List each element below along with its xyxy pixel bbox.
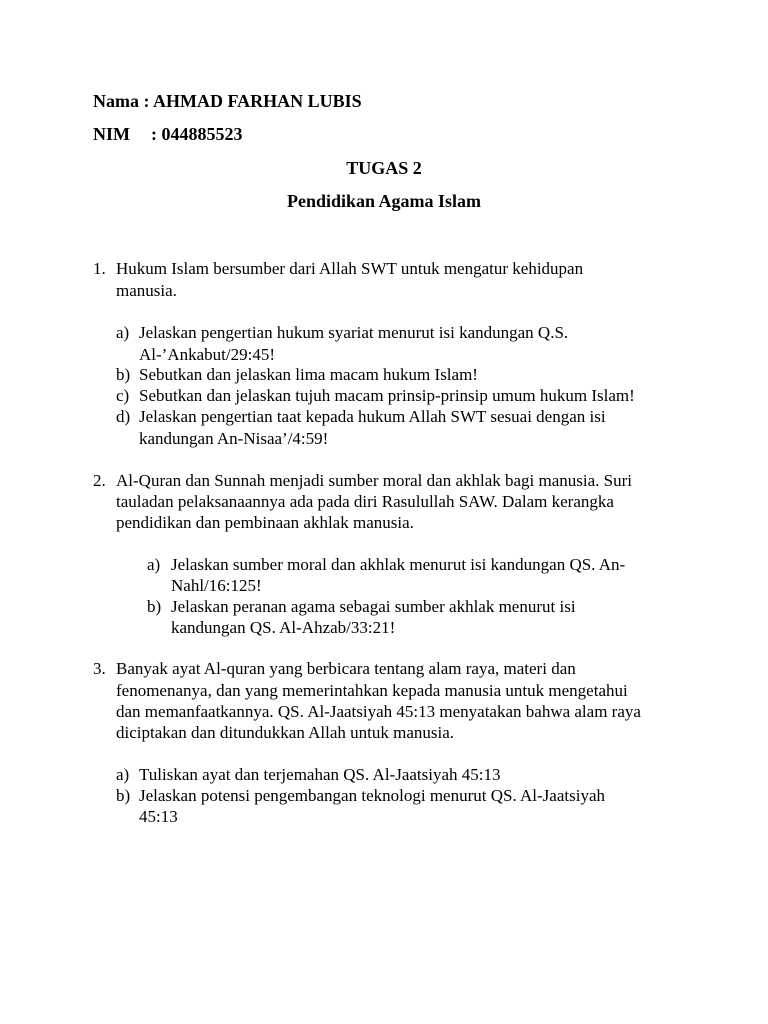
sub-question-text: kandungan QS. Al-Ahzab/33:21! bbox=[171, 618, 396, 637]
question-text: manusia. bbox=[116, 281, 177, 300]
sub-question-label: b) bbox=[116, 365, 131, 384]
sub-question-text: Al-’Ankabut/29:45! bbox=[139, 345, 275, 364]
sub-question-text: Tuliskan ayat dan terjemahan QS. Al-Jaatsiyah 45:13 bbox=[139, 765, 501, 784]
nim-value: : 044885523 bbox=[151, 124, 243, 144]
sub-question-text: Sebutkan dan jelaskan lima macam hukum Islam! bbox=[139, 365, 478, 384]
question-number: 1. bbox=[93, 259, 106, 278]
sub-question-text: Jelaskan pengertian hukum syariat menurut isi kandungan Q.S. bbox=[139, 323, 569, 342]
question-text: dan memanfaatkannya. QS. Al-Jaatsiyah 45:13 menyatakan bahwa alam raya bbox=[116, 702, 641, 721]
sub-question-label: d) bbox=[116, 407, 131, 426]
question-text: tauladan pelaksanaannya ada pada diri Rasulullah SAW. Dalam kerangka bbox=[116, 492, 614, 511]
question-text: Hukum Islam bersumber dari Allah SWT untuk mengatur kehidupan bbox=[116, 259, 584, 278]
sub-question-text: Sebutkan dan jelaskan tujuh macam prinsip-prinsip umum hukum Islam! bbox=[139, 386, 635, 405]
question-number: 3. bbox=[93, 659, 106, 678]
sub-question-label: a) bbox=[116, 765, 130, 784]
sub-question-text: Jelaskan pengertian taat kepada hukum Allah SWT sesuai dengan isi bbox=[139, 407, 606, 426]
question-text: pendidikan dan pembinaan akhlak manusia. bbox=[116, 513, 414, 532]
sub-question-text: Jelaskan peranan agama sebagai sumber akhlak menurut isi bbox=[171, 597, 576, 616]
sub-question-label: c) bbox=[116, 386, 130, 405]
sub-question-label: a) bbox=[147, 555, 161, 574]
question-number: 2. bbox=[93, 471, 106, 490]
student-name: Nama : AHMAD FARHAN LUBIS bbox=[93, 91, 362, 111]
sub-question-text: Nahl/16:125! bbox=[171, 576, 262, 595]
sub-question-label: b) bbox=[116, 786, 131, 805]
question-text: Al-Quran dan Sunnah menjadi sumber moral dan akhlak bagi manusia. Suri bbox=[116, 471, 633, 490]
sub-question-text: Jelaskan sumber moral dan akhlak menurut isi kandungan QS. An- bbox=[171, 555, 626, 574]
assignment-title: TUGAS 2 bbox=[346, 158, 422, 178]
student-nim bbox=[93, 123, 243, 145]
subject-title: Pendidikan Agama Islam bbox=[286, 191, 482, 211]
sub-question-text: kandungan An-Nisaa’/4:59! bbox=[139, 429, 329, 448]
sub-question-label: a) bbox=[116, 323, 130, 342]
nim-label: NIM bbox=[93, 124, 130, 144]
question-text: Banyak ayat Al-quran yang berbicara tentang alam raya, materi dan bbox=[116, 659, 576, 678]
question-text: fenomenanya, dan yang memerintahkan kepada manusia untuk mengetahui bbox=[116, 681, 628, 700]
sub-question-label: b) bbox=[147, 597, 162, 616]
sub-question-text: 45:13 bbox=[139, 807, 178, 826]
sub-question-text: Jelaskan potensi pengembangan teknologi menurut QS. Al-Jaatsiyah bbox=[139, 786, 605, 805]
question-text: diciptakan dan ditundukkan Allah untuk manusia. bbox=[116, 723, 455, 742]
